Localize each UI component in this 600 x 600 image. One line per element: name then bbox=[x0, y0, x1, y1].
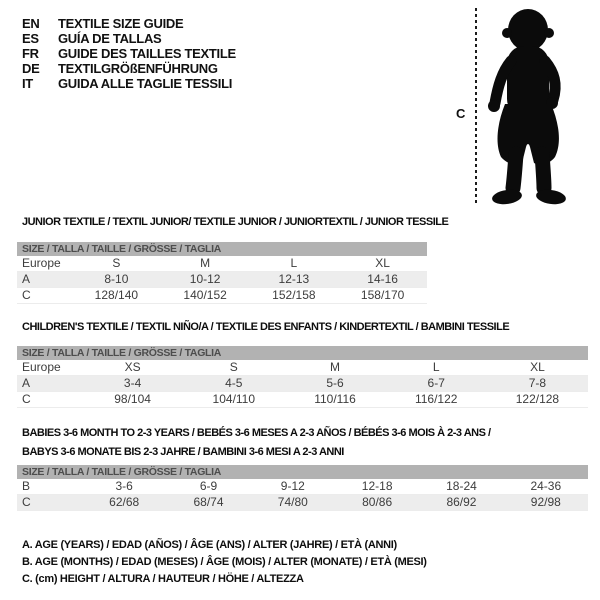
table-row bbox=[17, 376, 588, 392]
size-cell: 4-5 bbox=[225, 376, 243, 390]
size-cell: S bbox=[112, 256, 121, 270]
size-cell: 3-6 bbox=[115, 479, 133, 493]
table-row bbox=[17, 495, 588, 511]
language-title: GUÍA DE TALLAS bbox=[58, 31, 162, 46]
language-row bbox=[22, 61, 236, 76]
language-title: GUIDE DES TAILLES TEXTILE bbox=[58, 46, 236, 61]
size-cell: 116/122 bbox=[414, 392, 458, 406]
baby-silhouette-icon bbox=[486, 6, 578, 208]
size-cell: 12-18 bbox=[361, 479, 393, 493]
babies-size-table bbox=[17, 465, 588, 511]
size-cell: 3-4 bbox=[123, 376, 142, 390]
footnote-b: B. AGE (MONTHS) / EDAD (MESES) / ÂGE (MOIS) / ALTER (MONATE) / ETÀ (MESI) bbox=[22, 556, 427, 568]
table-row bbox=[17, 360, 588, 376]
size-cell: 86/92 bbox=[446, 495, 477, 509]
language-code: FR bbox=[22, 46, 39, 61]
size-cell: 62/68 bbox=[109, 495, 140, 509]
size-cell: 6-9 bbox=[199, 479, 218, 493]
row-label: A bbox=[22, 376, 31, 390]
language-title: GUIDA ALLE TAGLIE TESSILI bbox=[58, 76, 233, 91]
size-cell: 104/110 bbox=[212, 392, 256, 406]
size-cell: 8-10 bbox=[104, 272, 129, 286]
language-title-list bbox=[22, 16, 236, 91]
footnote-legend bbox=[22, 537, 427, 588]
size-cell: 7-8 bbox=[528, 376, 547, 390]
language-code: IT bbox=[22, 76, 33, 91]
row-label: C bbox=[22, 392, 31, 406]
babies-table-title-line2: BABYS 3-6 MONATE BIS 2-3 JAHRE / BAMBINI 3-6 MESI A 2-3 ANNI bbox=[22, 446, 344, 458]
size-cell: 14-16 bbox=[367, 272, 398, 286]
size-cell: XS bbox=[124, 360, 141, 374]
language-title: TEXTILE SIZE GUIDE bbox=[58, 16, 184, 31]
size-cell: 68/74 bbox=[193, 495, 224, 509]
row-label: Europe bbox=[22, 256, 61, 270]
size-cell: 98/104 bbox=[114, 392, 151, 406]
size-header-bar: SIZE / TALLA / TAILLE / GRÖSSE / TAGLIA bbox=[17, 465, 588, 479]
table-row bbox=[17, 256, 427, 272]
size-cell: S bbox=[229, 360, 238, 374]
row-label: B bbox=[22, 479, 31, 493]
size-cell: 140/152 bbox=[183, 288, 227, 302]
junior-size-table bbox=[17, 242, 427, 304]
size-cell: 6-7 bbox=[427, 376, 445, 390]
size-cell: XL bbox=[530, 360, 545, 374]
size-cell: M bbox=[330, 360, 340, 374]
table-row bbox=[17, 288, 427, 304]
height-measure-dashed-line bbox=[475, 8, 477, 206]
size-cell: 158/170 bbox=[360, 288, 405, 302]
size-cell: 12-13 bbox=[278, 272, 310, 286]
language-code: EN bbox=[22, 16, 40, 31]
row-label: A bbox=[22, 272, 31, 286]
size-cell: 110/116 bbox=[314, 392, 356, 406]
children-size-table bbox=[17, 346, 588, 408]
size-cell: 92/98 bbox=[530, 495, 561, 509]
language-title: TEXTILGRÖßENFÜHRUNG bbox=[58, 61, 218, 76]
junior-table-title: JUNIOR TEXTILE / TEXTIL JUNIOR/ TEXTILE JUNIOR / JUNIORTEXTIL / JUNIOR TESSILE bbox=[22, 216, 449, 228]
size-cell: 5-6 bbox=[326, 376, 344, 390]
size-cell: 10-12 bbox=[189, 272, 221, 286]
size-header-bar: SIZE / TALLA / TAILLE / GRÖSSE / TAGLIA bbox=[17, 346, 588, 360]
table-row bbox=[17, 479, 588, 495]
row-label: Europe bbox=[22, 360, 61, 374]
size-cell: 74/80 bbox=[277, 495, 308, 509]
language-row bbox=[22, 76, 236, 91]
row-label: C bbox=[22, 495, 31, 509]
size-cell: 128/140 bbox=[94, 288, 139, 302]
language-row bbox=[22, 46, 236, 61]
size-cell: L bbox=[290, 256, 298, 270]
size-cell: M bbox=[200, 256, 211, 270]
table-row bbox=[17, 392, 588, 408]
footnote-a: A. AGE (YEARS) / EDAD (AÑOS) / ÂGE (ANS) / ALTER (JAHRE) / ETÀ (ANNI) bbox=[22, 539, 397, 551]
size-cell: XL bbox=[375, 256, 390, 270]
measure-label-c: C bbox=[456, 106, 466, 121]
children-table-title: CHILDREN'S TEXTILE / TEXTIL NIÑO/A / TEXTILE DES ENFANTS / KINDERTEXTIL / BAMBINI TESSILE bbox=[22, 321, 510, 333]
size-cell: L bbox=[432, 360, 440, 374]
footnote-c: C. (cm) HEIGHT / ALTURA / HAUTEUR / HÖHE / ALTEZZA bbox=[22, 573, 304, 585]
size-header-bar: SIZE / TALLA / TAILLE / GRÖSSE / TAGLIA bbox=[17, 242, 427, 256]
size-cell: 122/128 bbox=[515, 392, 560, 406]
size-cell: 24-36 bbox=[530, 479, 562, 493]
size-cell: 9-12 bbox=[280, 479, 305, 493]
language-code: ES bbox=[22, 31, 39, 46]
language-row bbox=[22, 16, 236, 31]
language-code: DE bbox=[22, 61, 40, 76]
size-cell: 18-24 bbox=[446, 479, 477, 493]
size-cell: 152/158 bbox=[272, 288, 316, 302]
table-row bbox=[17, 272, 427, 288]
babies-table-title-line1: BABIES 3-6 MONTH TO 2-3 YEARS / BEBÉS 3-6 MESES A 2-3 AÑOS / BÉBÉS 3-6 MOIS À 2-3 ANS / bbox=[22, 427, 491, 439]
babies-table-title bbox=[22, 424, 491, 462]
size-cell: 80/86 bbox=[362, 495, 393, 509]
language-row bbox=[22, 31, 236, 46]
row-label: C bbox=[22, 288, 31, 302]
